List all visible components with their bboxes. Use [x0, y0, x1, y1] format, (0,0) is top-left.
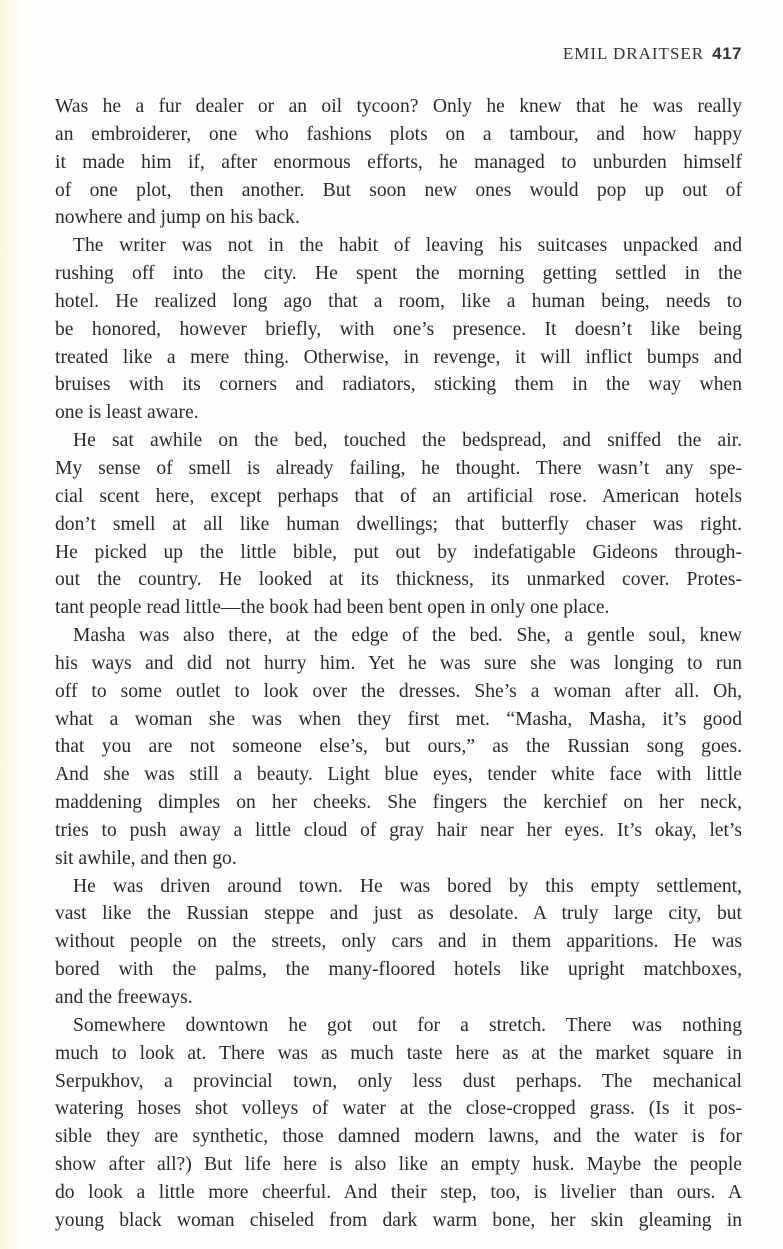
- text-line: it made him if, after enormous efforts, he managed to unburden himself: [55, 151, 742, 173]
- text-line: much to look at. There was as much taste here as at the market square in: [55, 1042, 742, 1064]
- paragraph: [55, 232, 742, 427]
- text-line: be honored, however briefly, with one’s presence. It doesn’t like being: [55, 318, 742, 340]
- text-line: Serpukhov, a provincial town, only less dust perhaps. The mechanical: [55, 1070, 742, 1092]
- text-line: what a woman she was when they first met. “Masha, Masha, it’s good: [55, 708, 742, 730]
- text-line: rushing off into the city. He spent the morning getting settled in the: [55, 263, 742, 285]
- text-line: cial scent here, except perhaps that of an artificial rose. American hotels: [55, 485, 742, 507]
- text-line: of one plot, then another. But soon new ones would pop up out of: [55, 179, 742, 201]
- text-line: show after all?) But life here is also like an empty husk. Maybe the people: [55, 1154, 742, 1176]
- page-edge-shadow: [0, 0, 22, 1249]
- text-line: out the country. He looked at its thickness, its unmarked cover. Protes-: [55, 569, 742, 591]
- paragraph: [55, 873, 742, 1012]
- text-line: bruises with its corners and radiators, sticking them in the way when: [55, 374, 742, 396]
- paragraph: [55, 622, 742, 873]
- body-text: [55, 93, 742, 1235]
- text-line: My sense of smell is already failing, he thought. There wasn’t any spe-: [55, 457, 742, 479]
- page-number: 417: [712, 44, 742, 63]
- text-line: sible they are synthetic, those damned modern lawns, and the water is for: [55, 1126, 742, 1148]
- text-line: sit awhile, and then go.: [55, 847, 237, 869]
- text-line: that you are not someone else’s, but ours,” as the Russian song goes.: [55, 736, 742, 758]
- running-header: [563, 44, 742, 64]
- paragraph: [55, 93, 742, 232]
- text-line: and the freeways.: [55, 987, 193, 1008]
- text-line: his ways and did not hurry him. Yet he was sure she was longing to run: [55, 652, 742, 674]
- paragraph: [55, 427, 742, 622]
- paragraph: [55, 1012, 742, 1235]
- running-header-author: EMIL DRAITSER: [562, 44, 705, 63]
- text-line: tant people read little—the book had been bent open in only one place.: [55, 597, 610, 619]
- text-line: off to some outlet to look over the dresses. She’s a woman after all. Oh,: [55, 680, 742, 702]
- text-line: bored with the palms, the many-floored hotels like upright matchboxes,: [55, 959, 742, 981]
- text-line: He sat awhile on the bed, touched the bedspread, and sniffed the air.: [73, 430, 742, 452]
- text-line: And she was still a beauty. Light blue eyes, tender white face with little: [55, 764, 742, 786]
- text-line: maddening dimples on her cheeks. She fingers the kerchief on her neck,: [55, 792, 742, 814]
- text-line: hotel. He realized long ago that a room, like a human being, needs to: [55, 290, 742, 312]
- text-line: an embroiderer, one who fashions plots on a tambour, and how happy: [55, 123, 742, 145]
- text-line: do look a little more cheerful. And their step, too, is livelier than ours. A: [55, 1181, 742, 1203]
- text-line: one is least aware.: [55, 402, 199, 424]
- text-line: don’t smell at all like human dwellings; that butterfly chaser was right.: [55, 513, 742, 535]
- text-line: vast like the Russian steppe and just as desolate. A truly large city, but: [55, 903, 742, 925]
- text-line: Somewhere downtown he got out for a stretch. There was nothing: [73, 1014, 742, 1036]
- text-line: He picked up the little bible, put out by indefatigable Gideons through-: [55, 541, 742, 563]
- text-line: without people on the streets, only cars and in them apparitions. He was: [55, 931, 742, 953]
- text-line: nowhere and jump on his back.: [55, 207, 300, 229]
- text-line: tries to push away a little cloud of gray hair near her eyes. It’s okay, let’s: [55, 819, 742, 841]
- text-line: He was driven around town. He was bored by this empty settlement,: [73, 875, 742, 897]
- text-line: Was he a fur dealer or an oil tycoon? Only he knew that he was really: [55, 96, 742, 117]
- text-line: The writer was not in the habit of leaving his suitcases unpacked and: [73, 235, 742, 257]
- text-line: young black woman chiseled from dark warm bone, her skin gleaming in: [55, 1209, 742, 1231]
- text-line: Masha was also there, at the edge of the bed. She, a gentle soul, knew: [73, 625, 742, 647]
- text-line: watering hoses shot volleys of water at the close-cropped grass. (Is it pos-: [55, 1098, 742, 1120]
- text-line: treated like a mere thing. Otherwise, in revenge, it will inflict bumps and: [55, 346, 742, 368]
